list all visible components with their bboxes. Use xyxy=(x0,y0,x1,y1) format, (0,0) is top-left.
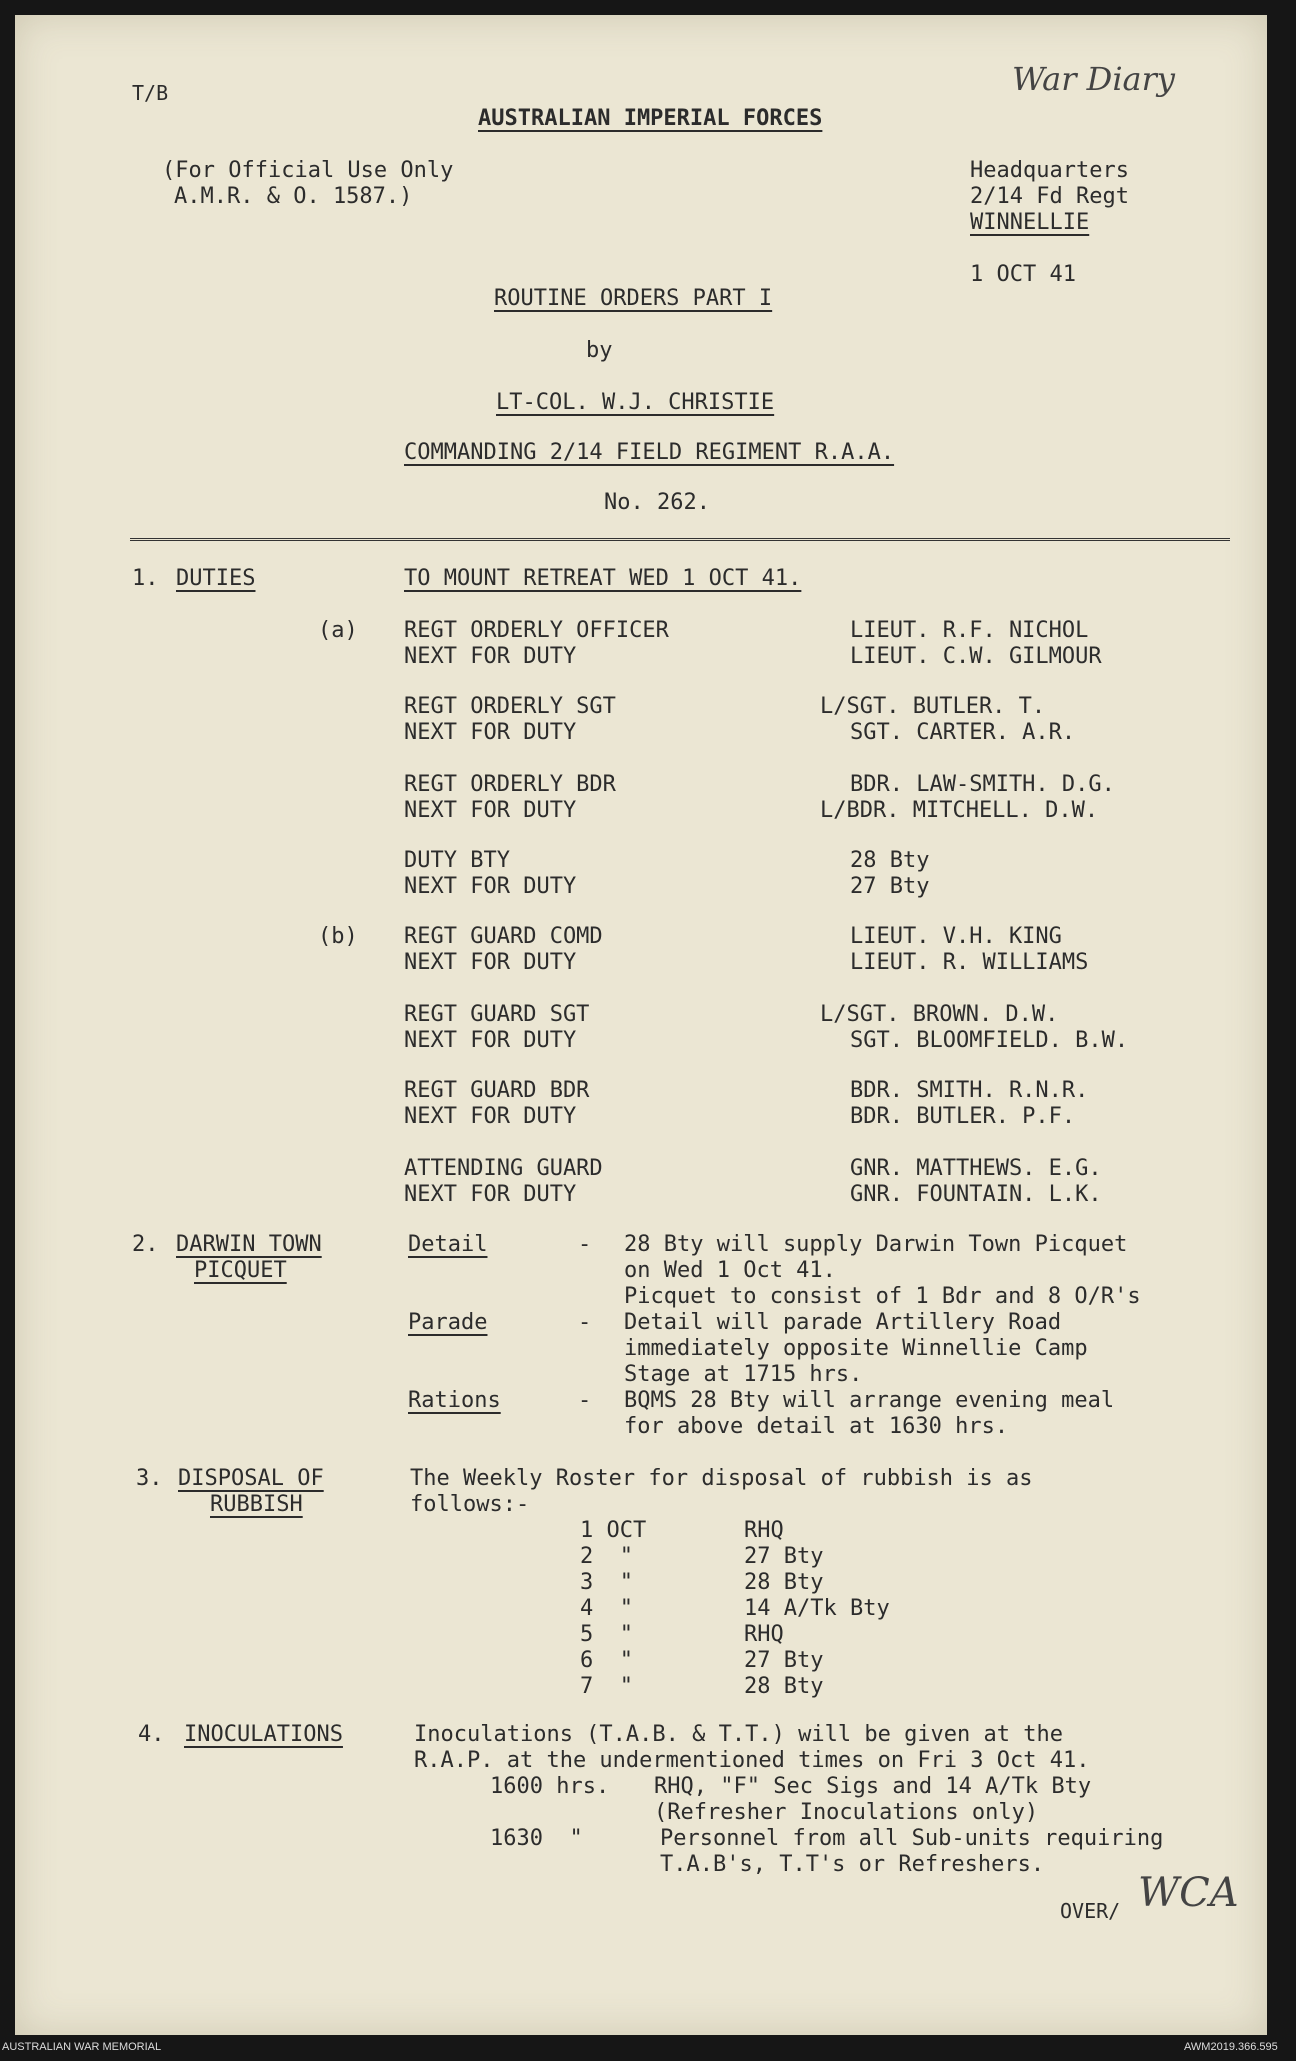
section-2-title-line-2: PICQUET xyxy=(194,1258,287,1283)
commanding-officer: LT-COL. W.J. CHRISTIE xyxy=(496,390,775,415)
handwritten-annotation: War Diary xyxy=(1012,60,1175,98)
duty-role: REGT ORDERLY OFFICER xyxy=(404,618,669,643)
duty-person: SGT. CARTER. A.R. xyxy=(850,720,1076,745)
duty-person: SGT. BLOOMFIELD. B.W. xyxy=(850,1028,1129,1053)
duty-role: REGT ORDERLY SGT xyxy=(404,694,616,719)
duty-person: LIEUT. R. WILLIAMS xyxy=(850,950,1089,975)
roster-intro: The Weekly Roster for disposal of rubbish is as xyxy=(410,1466,1033,1491)
section-1-number: 1. xyxy=(132,566,159,591)
inoculation-group: (Refresher Inoculations only) xyxy=(654,1800,1039,1825)
parade-text: immediately opposite Winnellie Camp xyxy=(624,1336,1088,1361)
dash: - xyxy=(578,1388,592,1413)
duty-role: NEXT FOR DUTY xyxy=(404,798,577,823)
duty-role: NEXT FOR DUTY xyxy=(404,720,577,745)
official-use-line-1: (For Official Use Only xyxy=(162,158,454,183)
roster-unit: 28 Bty xyxy=(744,1570,824,1595)
duty-role: NEXT FOR DUTY xyxy=(404,1182,577,1207)
rations-text: for above detail at 1630 hrs. xyxy=(624,1414,1009,1439)
order-date: 1 OCT 41 xyxy=(970,262,1076,287)
duty-role: NEXT FOR DUTY xyxy=(404,644,577,669)
section-4-number: 4. xyxy=(138,1722,165,1747)
duty-person: L/SGT. BROWN. D.W. xyxy=(820,1002,1059,1027)
footer-reference: AWM2019.366.595 xyxy=(1184,2041,1278,2053)
detail-label: Detail xyxy=(408,1232,488,1257)
roster-day: 7 " xyxy=(580,1674,633,1699)
inoculation-text: Inoculations (T.A.B. & T.T.) will be given at the xyxy=(414,1722,1064,1747)
roster-unit: 27 Bty xyxy=(744,1544,824,1569)
duty-person: LIEUT. R.F. NICHOL xyxy=(850,618,1089,643)
roster-day: 4 " xyxy=(580,1596,633,1621)
hq-line-1: Headquarters xyxy=(970,158,1129,183)
duty-role: REGT GUARD SGT xyxy=(404,1002,590,1027)
orders-by: by xyxy=(586,338,613,363)
parade-text: Detail will parade Artillery Road xyxy=(624,1310,1062,1335)
detail-text: 28 Bty will supply Darwin Town Picquet xyxy=(624,1232,1128,1257)
duty-person: GNR. FOUNTAIN. L.K. xyxy=(850,1182,1102,1207)
document-title: AUSTRALIAN IMPERIAL FORCES xyxy=(478,106,823,131)
section-3-number: 3. xyxy=(136,1466,163,1491)
inoculation-text: R.A.P. at the undermentioned times on Fri 3 Oct 41. xyxy=(414,1748,1090,1773)
section-4-title: INOCULATIONS xyxy=(184,1722,343,1747)
duty-role: NEXT FOR DUTY xyxy=(404,1028,577,1053)
handwritten-initials: WCA xyxy=(1138,1870,1239,1916)
duty-person: LIEUT. C.W. GILMOUR xyxy=(850,644,1102,669)
orders-title: ROUTINE ORDERS PART I xyxy=(494,286,773,311)
section-2-number: 2. xyxy=(132,1232,159,1257)
inoculation-group: RHQ, "F" Sec Sigs and 14 A/Tk Bty xyxy=(654,1774,1092,1799)
parade-text: Stage at 1715 hrs. xyxy=(624,1362,863,1387)
duty-person: L/SGT. BUTLER. T. xyxy=(820,694,1046,719)
roster-day: 6 " xyxy=(580,1648,633,1673)
inoculation-group: Personnel from all Sub-units requiring xyxy=(660,1826,1164,1851)
footer-source: AUSTRALIAN WAR MEMORIAL xyxy=(2,2041,162,2053)
duty-person: L/BDR. MITCHELL. D.W. xyxy=(820,798,1099,823)
section-2-title-line-1: DARWIN TOWN xyxy=(176,1232,322,1257)
duty-person: 28 Bty xyxy=(850,848,930,873)
roster-unit: 14 A/Tk Bty xyxy=(744,1596,890,1621)
section-1-subtitle: TO MOUNT RETREAT WED 1 OCT 41. xyxy=(404,566,802,591)
roster-unit: RHQ xyxy=(744,1622,784,1647)
dash: - xyxy=(578,1232,592,1257)
subsection-a-label: (a) xyxy=(318,618,358,643)
roster-unit: 28 Bty xyxy=(744,1674,824,1699)
hq-line-3: WINNELLIE xyxy=(970,210,1090,235)
rations-label: Rations xyxy=(408,1388,501,1413)
section-3-title-line-2: RUBBISH xyxy=(210,1492,303,1517)
duty-person: 27 Bty xyxy=(850,874,930,899)
duty-role: NEXT FOR DUTY xyxy=(404,874,577,899)
inoculation-time: 1600 hrs. xyxy=(490,1774,610,1799)
command-line: COMMANDING 2/14 FIELD REGIMENT R.A.A. xyxy=(404,440,895,465)
section-3-title-line-1: DISPOSAL OF xyxy=(178,1466,324,1491)
duty-role: REGT GUARD COMD xyxy=(404,924,603,949)
duty-role: REGT GUARD BDR xyxy=(404,1078,590,1103)
over-marker: OVER/ xyxy=(1060,1899,1121,1923)
detail-text: on Wed 1 Oct 41. xyxy=(624,1258,836,1283)
duty-role: DUTY BTY xyxy=(404,848,510,873)
duty-person: BDR. LAW-SMITH. D.G. xyxy=(850,772,1115,797)
roster-day: 1 OCT xyxy=(580,1518,647,1543)
roster-day: 2 " xyxy=(580,1544,633,1569)
section-1-title: DUTIES xyxy=(176,566,256,591)
inoculation-group: T.A.B's, T.T's or Refreshers. xyxy=(660,1852,1045,1877)
roster-unit: RHQ xyxy=(744,1518,784,1543)
reference-mark: T/B xyxy=(132,81,169,105)
duty-role: NEXT FOR DUTY xyxy=(404,950,577,975)
inoculation-time: 1630 " xyxy=(490,1826,583,1851)
duty-person: BDR. SMITH. R.N.R. xyxy=(850,1078,1089,1103)
duty-person: LIEUT. V.H. KING xyxy=(850,924,1062,949)
duty-role: NEXT FOR DUTY xyxy=(404,1104,577,1129)
rations-text: BQMS 28 Bty will arrange evening meal xyxy=(624,1388,1115,1413)
dash: - xyxy=(578,1310,592,1335)
parade-label: Parade xyxy=(408,1310,488,1335)
roster-day: 3 " xyxy=(580,1570,633,1595)
order-number: No. 262. xyxy=(604,490,710,515)
duty-role: REGT ORDERLY BDR xyxy=(404,772,616,797)
duty-role: ATTENDING GUARD xyxy=(404,1156,603,1181)
roster-day: 5 " xyxy=(580,1622,633,1647)
divider-line xyxy=(130,538,1230,541)
official-use-line-2: A.M.R. & O. 1587.) xyxy=(174,184,413,209)
duty-person: GNR. MATTHEWS. E.G. xyxy=(850,1156,1102,1181)
subsection-b-label: (b) xyxy=(318,924,358,949)
roster-unit: 27 Bty xyxy=(744,1648,824,1673)
duty-person: BDR. BUTLER. P.F. xyxy=(850,1104,1076,1129)
hq-line-2: 2/14 Fd Regt xyxy=(970,184,1129,209)
roster-intro: follows:- xyxy=(410,1492,530,1517)
detail-text: Picquet to consist of 1 Bdr and 8 O/R's xyxy=(624,1284,1141,1309)
